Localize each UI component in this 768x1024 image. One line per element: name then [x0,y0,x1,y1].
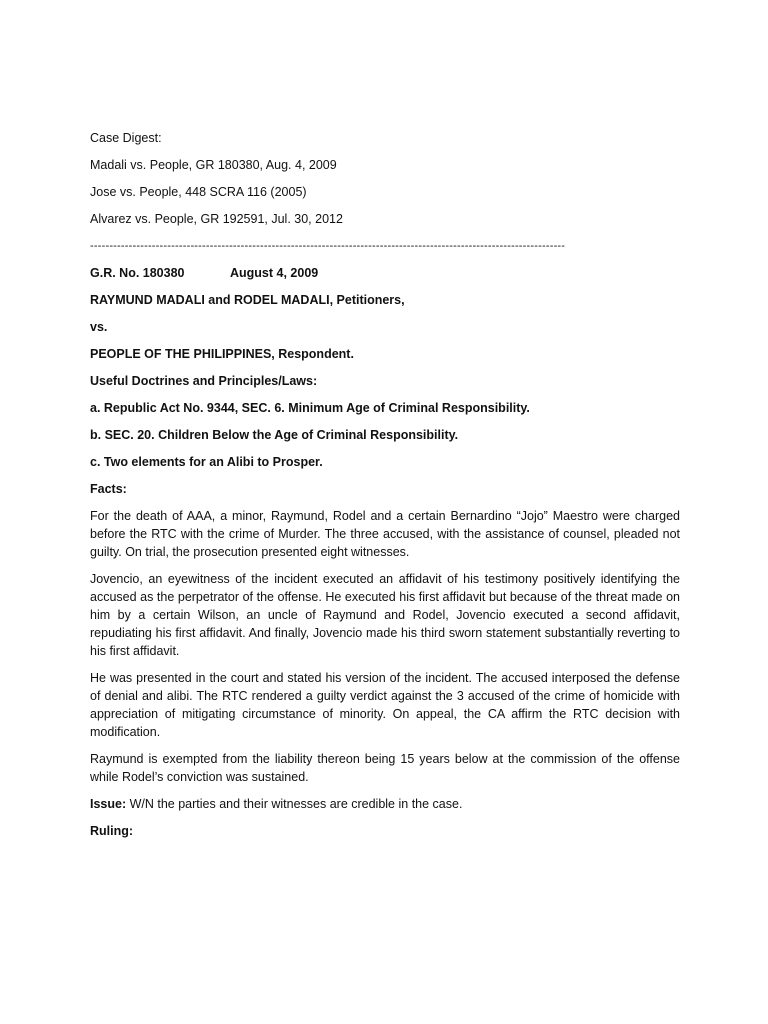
decision-date: August 4, 2009 [230,266,319,280]
case-citation-1: Madali vs. People, GR 180380, Aug. 4, 2009 [90,158,337,172]
section-divider: --------------------------------------------------------------------------------------------------------------------------- [90,240,566,252]
digest-title: Case Digest: [90,131,162,145]
petitioners: RAYMUND MADALI and RODEL MADALI, Petitioners, [90,293,405,307]
issue-label: Issue: [90,797,127,811]
facts-paragraph-3: He was presented in the court and stated his version of the incident. The accused interposed the defense of denial and alibi. The RTC rendered a guilty verdict against the 3 accused of the crime of homicide with appreciation of mitigating circumstance of minority. On appeal, the CA affirm the RTC decision with modification. [90,671,680,739]
doctrine-item-a: a. Republic Act No. 9344, SEC. 6. Minimum Age of Criminal Responsibility. [90,401,530,415]
issue-text: W/N the parties and their witnesses are credible in the case. [126,797,463,811]
respondent: PEOPLE OF THE PHILIPPINES, Respondent. [90,347,354,361]
facts-paragraph-2: Jovencio, an eyewitness of the incident executed an affidavit of his testimony positively identifying the accused as the perpetrator of the offense. He executed his first affidavit but because of the threat made on him by a certain Wilson, an uncle of Raymund and Rodel, Jovencio executed a second affidavit, repudiating his first affidavit. And finally, Jovencio made his third sworn statement substantially reverting to his first affidavit. [90,572,680,658]
ruling-heading: Ruling: [90,824,134,838]
case-citation-2: Jose vs. People, 448 SCRA 116 (2005) [90,185,307,199]
gr-number: G.R. No. 180380 [90,266,185,280]
case-citation-3: Alvarez vs. People, GR 192591, Jul. 30, 2012 [90,212,343,226]
facts-paragraph-1: For the death of AAA, a minor, Raymund, Rodel and a certain Bernardino “Jojo” Maestro were charged before the RTC with the crime of Murder. The three accused, with the assistance of counsel, pleaded not guilty. On trial, the prosecution presented eight witnesses. [90,509,680,559]
doctrine-item-c: c. Two elements for an Alibi to Prosper. [90,455,323,469]
versus: vs. [90,320,108,334]
facts-heading: Facts: [90,482,127,496]
doctrine-item-b: b. SEC. 20. Children Below the Age of Criminal Responsibility. [90,428,459,442]
doctrines-heading: Useful Doctrines and Principles/Laws: [90,374,318,388]
gr-header [90,264,680,282]
facts-paragraph-4: Raymund is exempted from the liability thereon being 15 years below at the commission of the offense while Rodel’s conviction was sustained. [90,752,680,784]
issue-line [90,795,680,813]
